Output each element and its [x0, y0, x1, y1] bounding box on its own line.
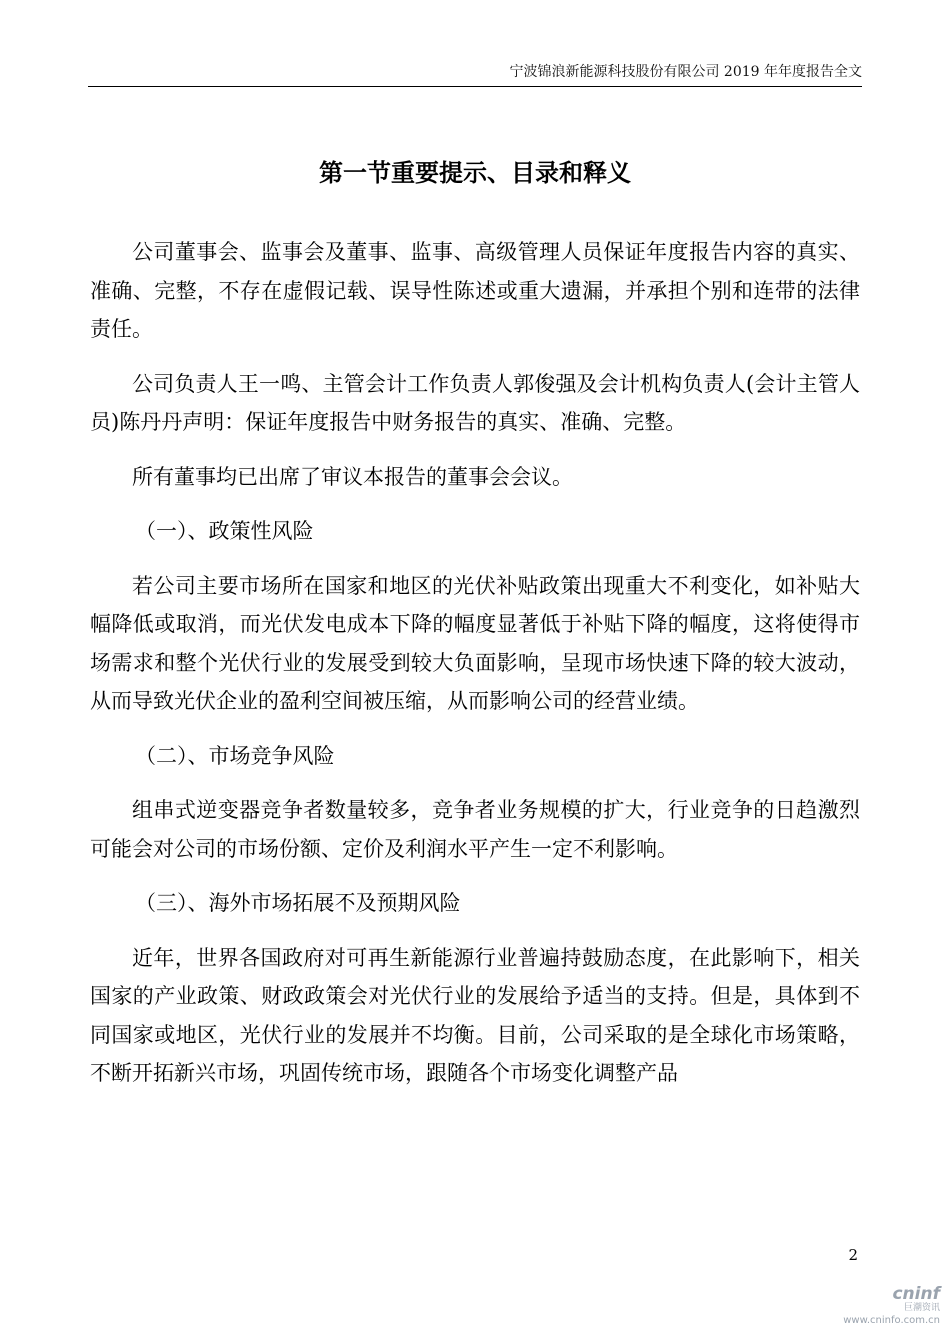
heading-competition-risk: （二）、市场竞争风险 [135, 743, 335, 768]
cninfo-watermark-logo [840, 1284, 940, 1327]
paragraph-policy-risk: 若公司主要市场所在国家和地区的光伏补贴政策出现重大不利变化，如补贴大幅降低或取消，而光伏发电成本下降的幅度显著低于补贴下降的幅度，这将使得市场需求和整个光伏行业的发展受到较大负面影响，呈现市场快速下降的较大波动，从而导致光伏企业的盈利空间被压缩，从而影响公司的经营业绩。 [90, 573, 860, 713]
page-number: 2 [848, 1246, 858, 1264]
document-body [90, 233, 860, 1109]
running-header: 宁波锦浪新能源科技股份有限公司 2019 年年度报告全文 [509, 64, 862, 80]
section-title: 第一节重要提示、目录和释义 [319, 159, 631, 187]
watermark-brand: cninf [892, 1284, 940, 1304]
heading-policy-risk: （一）、政策性风险 [135, 519, 314, 543]
paragraph-financial-declaration: 公司负责人王一鸣、主管会计工作负责人郭俊强及会计机构负责人(会计主管人员)陈丹丹声明：保证年度报告中财务报告的真实、准确、完整。 [90, 371, 860, 434]
paragraph-competition-risk: 组串式逆变器竞争者数量较多，竞争者业务规模的扩大，行业竞争的日趋激烈可能会对公司的市场份额、定价及利润水平产生一定不利影响。 [90, 798, 860, 861]
paragraph-board-attendance: 所有董事均已出席了审议本报告的董事会会议。 [132, 464, 573, 489]
watermark-url: www.cninfo.com.cn [843, 1315, 940, 1326]
heading-overseas-risk: （三）、海外市场拓展不及预期风险 [135, 891, 461, 915]
header-divider [88, 86, 862, 87]
paragraph-overseas-risk: 近年，世界各国政府对可再生新能源行业普遍持鼓励态度，在此影响下，相关国家的产业政策、财政政策会对光伏行业的发展给予适当的支持。但是，具体到不同国家或地区，光伏行业的发展并不均衡。目前，公司采取的是全球化市场策略，不断开拓新兴市场，巩固传统市场，跟随各个市场变化调整产品 [90, 945, 860, 1085]
watermark-chinese: 巨潮资讯 [903, 1303, 940, 1313]
paragraph-responsibility-statement: 公司董事会、监事会及董事、监事、高级管理人员保证年度报告内容的真实、准确、完整，不存在虚假记载、误导性陈述或重大遗漏，并承担个别和连带的法律责任。 [90, 240, 860, 341]
